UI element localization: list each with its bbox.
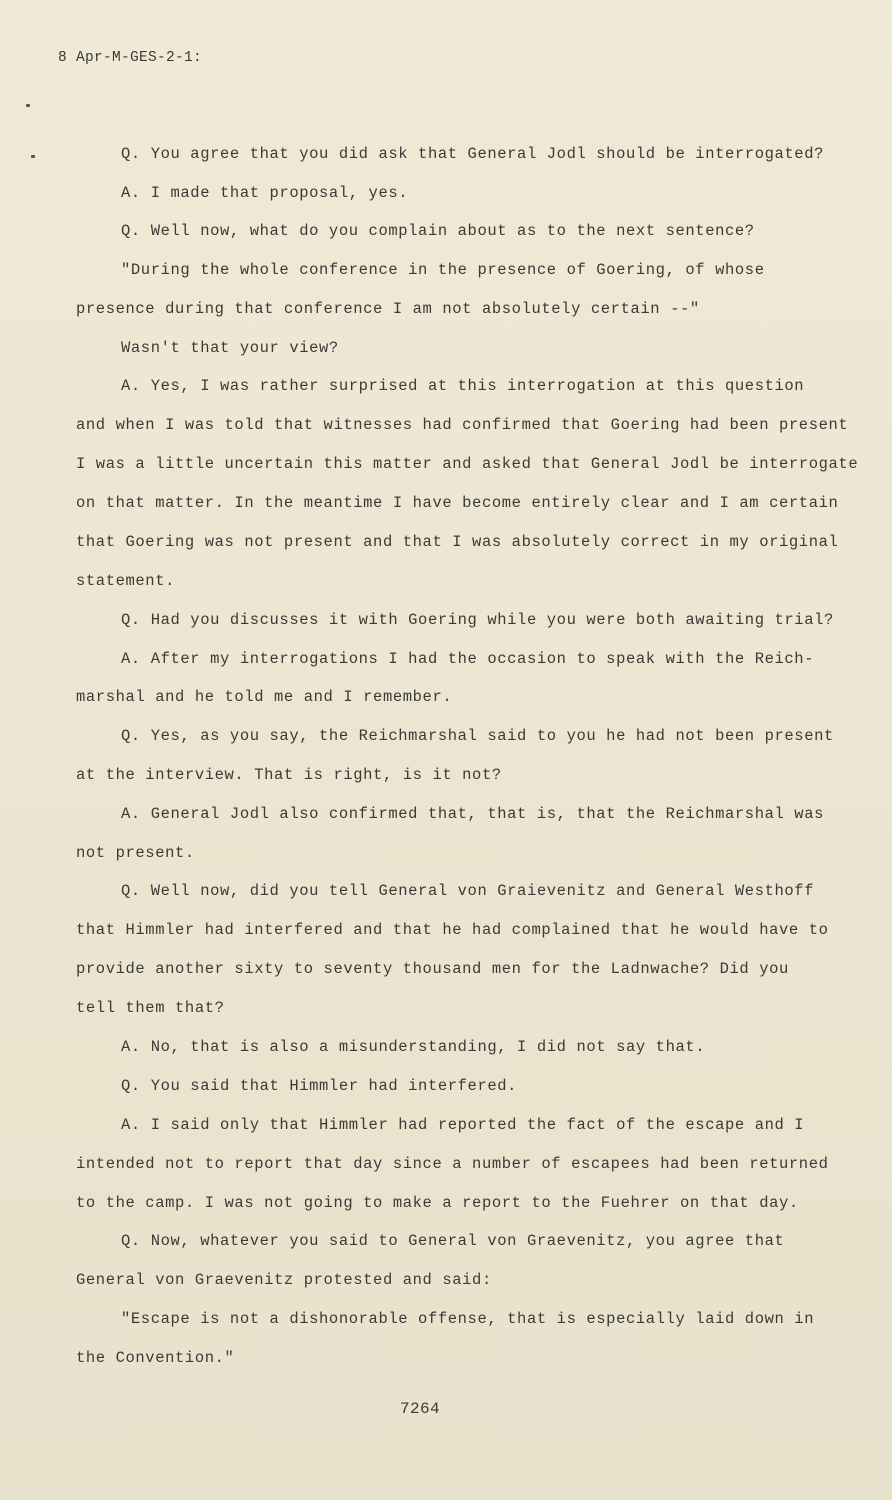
transcript-line: marshal and he told me and I remember. — [76, 688, 453, 706]
transcript-line: "During the whole conference in the presence of Goering, of whose — [121, 261, 765, 279]
transcript-line: and when I was told that witnesses had confirmed that Goering had been present — [76, 416, 849, 434]
transcript-line: that Goering was not present and that I was absolutely correct in my original — [76, 533, 839, 551]
transcript-line: that Himmler had interfered and that he had complained that he would have to — [76, 921, 829, 939]
margin-mark — [26, 104, 30, 107]
transcript-line: A. After my interrogations I had the occasion to speak with the Reich- — [121, 650, 815, 668]
transcript-line: A. No, that is also a misunderstanding, I did not say that. — [121, 1038, 706, 1056]
transcript-line: provide another sixty to seventy thousand men for the Ladnwache? Did you — [76, 960, 789, 978]
transcript-line: the Convention." — [76, 1349, 235, 1367]
transcript-line: not present. — [76, 844, 195, 862]
transcript-line: intended not to report that day since a number of escapees had been returned — [76, 1155, 829, 1173]
transcript-line: A. Yes, I was rather surprised at this interrogation at this question — [121, 377, 805, 395]
transcript-line: statement. — [76, 572, 176, 590]
transcript-line: to the camp. I was not going to make a report to the Fuehrer on that day. — [76, 1194, 799, 1212]
transcript-line: Q. You agree that you did ask that General Jodl should be interrogated? — [121, 145, 825, 163]
page-header: 8 Apr-M-GES-2-1: — [58, 50, 203, 66]
transcript-line: on that matter. In the meantime I have become entirely clear and I am certain — [76, 494, 839, 512]
transcript-line: Q. Yes, as you say, the Reichmarshal said to you he had not been present — [121, 727, 834, 745]
transcript-line: Q. Well now, what do you complain about as to the next sentence? — [121, 222, 755, 240]
transcript-line: "Escape is not a dishonorable offense, that is especially laid down in — [121, 1310, 815, 1328]
transcript-line: A. General Jodl also confirmed that, that is, that the Reichmarshal was — [121, 805, 825, 823]
transcript-line: Q. Well now, did you tell General von Graievenitz and General Westhoff — [121, 882, 815, 900]
margin-mark — [31, 155, 35, 158]
page-number: 7264 — [400, 1400, 441, 1418]
transcript-line: A. I made that proposal, yes. — [121, 184, 409, 202]
transcript-line: presence during that conference I am not absolutely certain --" — [76, 300, 700, 318]
transcript-line: A. I said only that Himmler had reported the fact of the escape and I — [121, 1116, 805, 1134]
transcript-line: I was a little uncertain this matter and asked that General Jodl be interrogate — [76, 455, 859, 473]
transcript-line: General von Graevenitz protested and said: — [76, 1271, 492, 1289]
transcript-line: Wasn't that your view? — [121, 339, 339, 357]
transcript-line: Q. Now, whatever you said to General von Graevenitz, you agree that — [121, 1232, 785, 1250]
transcript-line: tell them that? — [76, 999, 225, 1017]
transcript-line: Q. Had you discusses it with Goering while you were both awaiting trial? — [121, 611, 834, 629]
transcript-line: Q. You said that Himmler had interfered. — [121, 1077, 518, 1095]
transcript-line: at the interview. That is right, is it not? — [76, 766, 502, 784]
